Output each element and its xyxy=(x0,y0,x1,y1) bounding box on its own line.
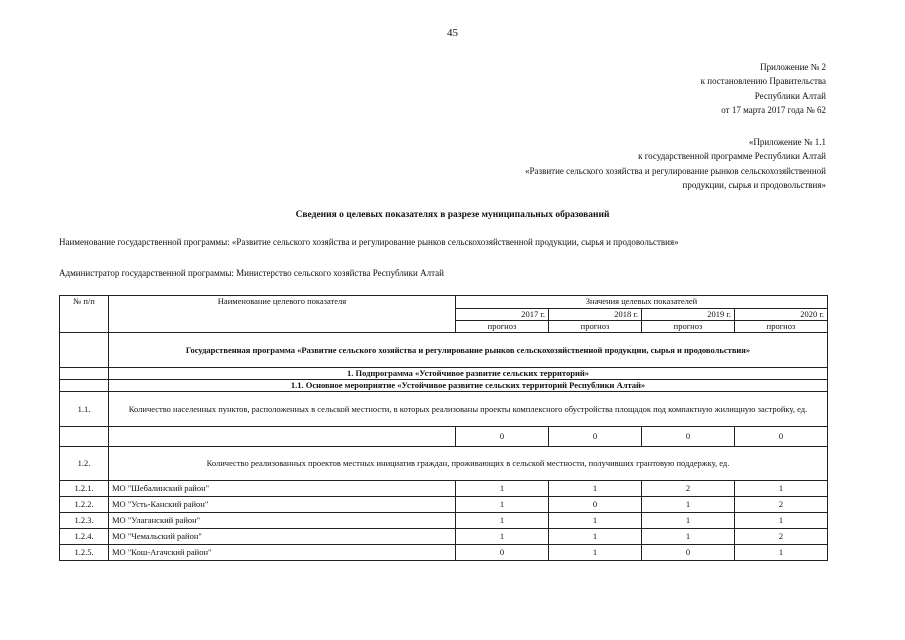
appendix-line: «Приложение № 1.1 xyxy=(748,137,826,147)
administrator-line: Администратор государственной программы: Министерство сельского хозяйства Республики Алтай xyxy=(59,268,444,278)
row-number: 1.2.4. xyxy=(60,529,109,545)
row-value: 0 xyxy=(456,545,549,561)
row-value: 1 xyxy=(549,513,642,529)
indicator-value: 0 xyxy=(549,427,642,447)
indicator-name: Количество населенных пунктов, расположенных в сельской местности, в которых реализованы проекты комплексного обустройства площадок под компактную жилищную застройку, ед. xyxy=(109,392,828,427)
appendix-line: к постановлению Правительства xyxy=(700,76,826,87)
row-value: 1 xyxy=(456,529,549,545)
appendix-line: Республики Алтай xyxy=(754,90,826,101)
row-value: 2 xyxy=(735,529,828,545)
row-value: 0 xyxy=(642,545,735,561)
appendix-line: к государственной программе Республики Алтай xyxy=(638,151,826,162)
row-value: 2 xyxy=(642,481,735,497)
header-year: 2017 г. xyxy=(456,309,549,321)
subprogram-row: 1. Подпрограмма «Устойчивое развитие сельских территорий» xyxy=(109,368,828,380)
row-value: 1 xyxy=(735,481,828,497)
indicator-value: 0 xyxy=(642,427,735,447)
program-name-line: Наименование государственной программы: «Развитие сельского хозяйства и регулирование рынков сельскохозяйственной продукции, сырья и продовольствия» xyxy=(59,237,679,247)
header-year: 2020 г. xyxy=(735,309,828,321)
row-number: 1.2.1. xyxy=(60,481,109,497)
row-value: 1 xyxy=(642,529,735,545)
program-row: Государственная программа «Развитие сельского хозяйства и регулирование рынков сельскохозяйственной продукции, сырья и продовольствия» xyxy=(109,333,828,368)
appendix-line: «Развитие сельского хозяйства и регулирование рынков сельскохозяйственной xyxy=(525,165,826,176)
row-name: МО "Чемальский район" xyxy=(109,529,456,545)
measure-row: 1.1. Основное мероприятие «Устойчивое развитие сельских территорий Республики Алтай» xyxy=(109,380,828,392)
header-num: № п/п xyxy=(60,296,109,333)
row-name: МО "Кош-Агачский район" xyxy=(109,545,456,561)
indicators-table xyxy=(59,295,828,561)
header-values: Значения целевых показателей xyxy=(456,296,828,309)
table-row xyxy=(60,529,828,545)
row-name: МО "Улаганский район" xyxy=(109,513,456,529)
document-title: Сведения о целевых показателях в разрезе муниципальных образований xyxy=(295,210,610,220)
row-number: 1.2.5. xyxy=(60,545,109,561)
row-value: 0 xyxy=(549,497,642,513)
header-year: 2019 г. xyxy=(642,309,735,321)
indicator-value: 0 xyxy=(735,427,828,447)
table-row xyxy=(60,545,828,561)
indicator-number: 1.1. xyxy=(60,392,109,427)
row-value: 1 xyxy=(642,513,735,529)
header-forecast: прогноз xyxy=(456,321,549,333)
row-value: 1 xyxy=(456,481,549,497)
appendix-2-block xyxy=(701,60,826,117)
row-value: 1 xyxy=(549,481,642,497)
indicator-value: 0 xyxy=(456,427,549,447)
header-forecast: прогноз xyxy=(642,321,735,333)
row-value: 1 xyxy=(735,545,828,561)
row-value: 1 xyxy=(549,545,642,561)
table-row xyxy=(60,481,828,497)
header-forecast: прогноз xyxy=(735,321,828,333)
row-value: 1 xyxy=(735,513,828,529)
row-value: 1 xyxy=(456,513,549,529)
row-value: 1 xyxy=(642,497,735,513)
appendix-line: продукции, сырья и продовольствия» xyxy=(682,179,826,190)
row-value: 1 xyxy=(549,529,642,545)
row-name: МО "Шебалинский район" xyxy=(109,481,456,497)
header-forecast: прогноз xyxy=(549,321,642,333)
appendix-line: от 17 марта 2017 года № 62 xyxy=(721,104,826,115)
row-name: МО "Усть-Канский район" xyxy=(109,497,456,513)
row-value: 2 xyxy=(735,497,828,513)
indicator-number: 1.2. xyxy=(60,447,109,481)
header-year: 2018 г. xyxy=(549,309,642,321)
row-number: 1.2.2. xyxy=(60,497,109,513)
indicator-name: Количество реализованных проектов местных инициатив граждан, проживающих в сельской местности, получивших грантовую поддержку, ед. xyxy=(109,447,828,481)
page-number: 45 xyxy=(447,27,458,39)
header-name: Наименование целевого показателя xyxy=(109,296,456,333)
row-value: 1 xyxy=(456,497,549,513)
table-row xyxy=(60,497,828,513)
appendix-line: Приложение № 2 xyxy=(760,62,826,72)
row-number: 1.2.3. xyxy=(60,513,109,529)
table-row xyxy=(60,513,828,529)
appendix-1-1-block xyxy=(525,135,826,192)
